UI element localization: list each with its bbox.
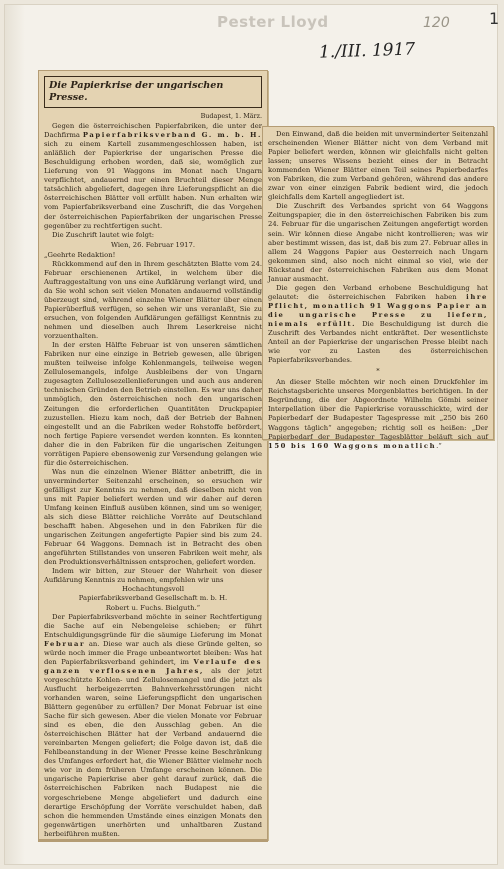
right-clipping	[262, 126, 494, 450]
folio-number: 1	[489, 9, 500, 28]
editorial-response: Der Papierfabriksverband möchte in seiner Rechtfertigung die Sache auf ein Nebengeleise schieben; er führt Entschuldigungsgründe für die säumige Lieferung im Monat Februar an. Diese war auch als diese Gründe gelten, so würde noch immer die Frage unbeantwortet bleiben: Was hat den Papierfabriksverband gehindert, im Verlaufe des ganzen verflossenen Jahres, als der jetzt vorgeschützte Kohlen- und Zellulosemangel und die jetzt als Ausflucht herbeigezerrten Bahnverkehrsstörungen nicht vorhanden waren, seine Lieferungspflicht den ungarischen Blättern gegenüber zu erfüllen? Der Monat Februar ist eine Sache für sich gewesen. Aber die vielen Monate vor Februar sind es eben, die den Ausschlag geben. An die österreichischen Blätter hat der Verband andauernd die vereinbarten Mengen geliefert; die Folge davon ist, daß die Fehlbeanstandung in der Wiener Presse keine Beschränkung des Umfanges erfordert hat, die Wiener Blätter vielmehr noch wie vor in dem früheren Umfange erscheinen können. Die ungarische Papierkrise aber geht darauf zurück, daß die österreichischen Fabriken nach Budapest nie die vorgeschriebene Menge abgeliefert und dadurch eine derartige Erschöpfung der Vorräte verschuldet haben, daß schon die hemmenden Umstände eines einzigen Monats den gegenwärtigen unerhörten und unhaltbaren Zustand herbeiführen mußten.	[44, 612, 262, 838]
clipping-bottom-edge	[38, 840, 268, 842]
letter-closing: Hochachtungsvoll	[121, 585, 185, 594]
correction-paragraph: An dieser Stelle möchten wir noch einen Druckfehler im Reichstagsberichte unseres Morgenblattes berichtigen. In der Begründung, die der Abgeordnete Wilhelm Gömbi seiner Interpellation über die Papierkrise vorausschickte, wird der Papierbedarf der Budapester Tagespresse mit „250 bis 260 Waggons täglich“ angegeben; richtig soll es heißen: „Der Papierbedarf der Budapester Tagesblätter beläuft sich auf 150 bis 160 Waggons monatlich.“	[268, 378, 488, 450]
article-title: Die Papierkrise der ungarischen Presse.	[44, 76, 262, 108]
letter-date: Wien, 26. Februar 1917.	[111, 240, 195, 249]
page-fold-shadow	[5, 5, 25, 864]
handwritten-date: 1./III. 1917	[318, 39, 416, 63]
newspaper-masthead: Pester Lloyd	[217, 13, 329, 31]
corrected-figure: 150 bis 160 Waggons monatlich	[268, 441, 437, 450]
spaced-company-name: Papierfabriksverband G. m. b. H.	[82, 131, 262, 140]
letter-paragraph-3: Was nun die einzelnen Wiener Blätter anbetrifft, die in unverminderter Seitenzahl erscheinen, so ersuchen wir gefälligst zur Kenntnis zu nehmen, daß dieselben nicht von uns mit Papier beliefert werden und wir daher auf deren Umfang keinen Einfluß ausüben können, sind um so weniger, als sich diese Blätter reichliche Vorräte auf Deutschland beschafft haben. Abgesehen und in den Fabriken für die ungarischen Zeitungen angefertigte Papier sind bis zum 24. Februar 64 Waggons. Demnach ist in Betracht des oben angeführten Stillstandes von unseren Fabriken weit mehr, als den Produktionsverhältnissen entsprochen, geliefert worden.	[44, 467, 262, 567]
archive-number: 120	[423, 15, 450, 31]
article-dateline: Budapest, 1. März.	[200, 112, 262, 120]
right-paragraph-3: Die gegen den Verband erhobene Beschuldigung hat gelautet: die österreichischen Fabriken haben ihre Pflicht, monatlich 91 Waggons Papier an die ungarische Presse zu liefern, niemals erfüllt. Die Beschuldigung ist durch die Zuschrift des Verbandes nicht entkräftet. Der wesentlichste Anteil an der Papierkrise der ungarischen Presse bleibt nach wie vor zu Lasten des österreichischen Papierfabriksverbandes.	[268, 283, 488, 365]
letter-signature-names: Robert u. Fuchs. Bielguth.“	[105, 603, 201, 612]
paragraph-lead-in: Die Zuschrift lautet wie folgt:	[52, 230, 154, 239]
paragraph-intro: Gegen die österreichischen Papierfabriken, die unter der Dachfirma Papierfabriksverband G. m. b. H. sich zu einem Kartell zusammengeschlossen haben, ist anläßlich der Papierkrise der ungarischen Presse die Beschuldigung erhoben worden, daß sie, womöglich zur Lieferung von 91 Waggons im Monat nach Ungarn verpflichtet, andauernd nur einen Bruchteil dieser Menge tatsächlich abgeliefert, dagegen ihre Lieferungspflicht an die österreichischen Blätter voll erfüllt haben. Nun erhalten wir vom Papierfabriksverband eine Zuschrift, die das Vorgehen der österreichischen Papierfabriken der ungarischen Presse gegenüber zu rechtfertigen sucht.	[44, 122, 262, 230]
section-divider: *	[376, 367, 380, 376]
left-clipping	[38, 70, 268, 840]
right-paragraph-2: Die Zuschrift des Verbandes spricht von 64 Waggons Zeitungspapier, die in den österreichischen Fabriken bis zum 24. Februar für die ungarischen Zeitungen angefertigt worden sein. Wir können diese Angabe nicht kontrollieren; was wir aber bestimmt wissen, das ist, daß bis zum 27. Februar alles in allem 24 Waggons Papier aus Oesterreich nach Ungarn gekommen sind, also noch nicht einmal so viel, wie der Rückstand der österreichischen Fabriken aus dem Monat Januar ausmacht.	[268, 202, 488, 283]
right-paragraph-1: Den Einwand, daß die beiden mit unverminderter Seitenzahl erscheinenden Wiener Blätter nicht von dem Verband mit Papier beliefert werden, können wir gleichfalls nicht gelten lassen; unseres Wissens bezieht eines der in Betracht kommenden Wiener Blätter einen Teil seines Papierbedarfes von Fabriken, die zum Verband gehören, während das andere zwar von einer einzigen Fabrik bedient wird, die jedoch gleichfalls dem Kartell angegliedert ist.	[268, 130, 488, 202]
letter-paragraph-2: In der ersten Hälfte Februar ist von unseren sämtlichen Fabriken nur eine einzige in Betrieb gewesen, alle übrigen mußten teilweise infolge Kohlenmangels, teilweise wegen Zellulosemangels, infolge Ausbleibens der von Ungarn zugesagten Zellulosezellenlieferungen und auch aus anderen technischen Gründen den Betrieb einstellen. Es war uns daher unmöglich, den österreichischen noch den ungarischen Zeitungen die erforderlichen Quantitäten Druckpapier zuzustellen. Hiezu kam noch, daß der Betrieb der Bahnen eingestellt und an die Fabriken weder Rohstoffe befördert, noch fertige Papiere versendet werden konnten. Es konnten daher die in den Fabriken für die ungarischen Zeitungen vorrätigen Papiere ebensowenig zur Versendung gelangen wie für die österreichischen.	[44, 341, 262, 467]
spaced-accusation: ihre Pflicht, monatlich 91 Waggons Papier an die ungarische Presse zu liefern, niemals erfüllt.	[268, 292, 488, 328]
letter-paragraph-4: Indem wir bitten, zur Steuer der Wahrheit von dieser Aufklärung Kenntnis zu nehmen, empfehlen wir uns	[44, 567, 262, 585]
letter-salutation: „Geehrte Redaktion!	[44, 250, 116, 259]
letter-paragraph-1: Rückkommend auf den in Ihrem geschätzten Blatte vom 24. Februar erschienenen Artikel, in welchem über die Auftraggestaltung von uns eine Aufklärung verlangt wird, und da Sie wohl schon seit vielen Monaten andauernd vollständig überzeugt sind, während einzelne Wiener Blätter über einen Papierüberfluß verfügen, so sehen wir uns veranlaßt, Sie zu ersuchen, von folgenden Aufklärungen gefälligst Kenntnis zu nehmen und dieselben auch Ihrem Leserkreise nicht vorzuenthalten.	[44, 259, 262, 341]
letter-signature-firm: Papierfabriksverband Gesellschaft m. b. H.	[78, 594, 228, 603]
